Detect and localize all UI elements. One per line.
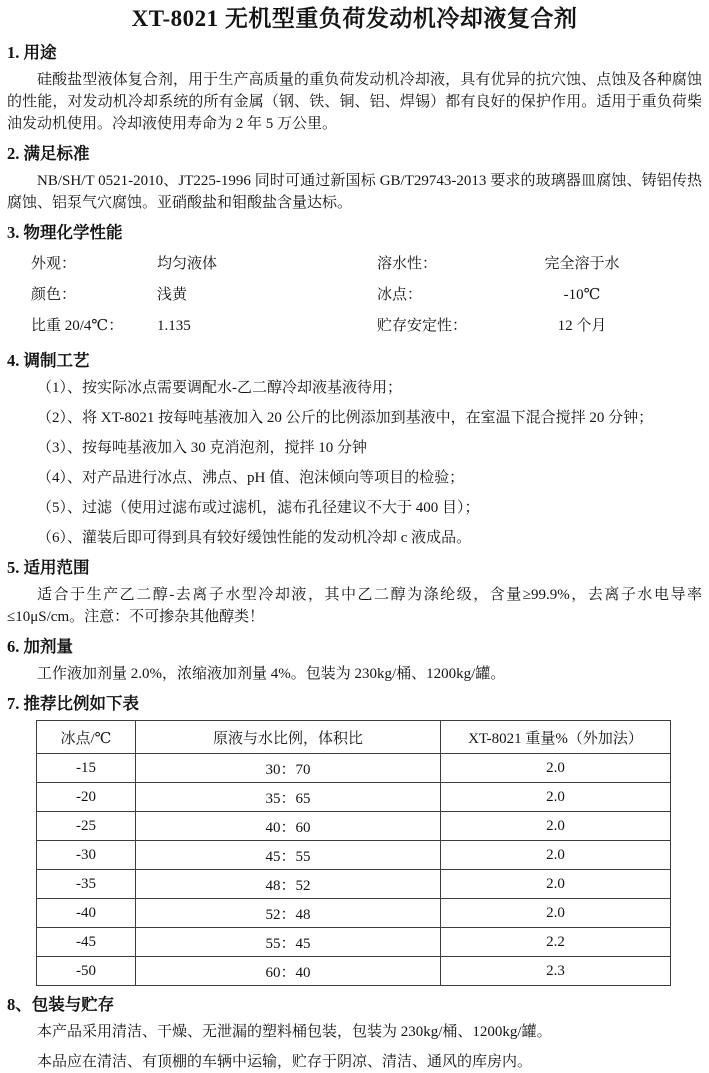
table-cell: -25 <box>37 812 136 841</box>
table-cell: 2.0 <box>441 812 671 841</box>
dosage-paragraph: 工作液加剂量 2.0%，浓缩液加剂量 4%。包装为 230kg/桶、1200kg/罐。 <box>37 666 506 682</box>
table-row <box>37 957 671 986</box>
section-packaging-heading: 8、包装与贮存 <box>7 995 115 1014</box>
table-header-cell: 原液与水比例，体积比 <box>136 721 441 754</box>
table-cell: 2.0 <box>441 754 671 783</box>
section-standards-heading: 2. 满足标准 <box>7 144 90 163</box>
table-row <box>37 783 671 812</box>
properties-list <box>7 249 702 342</box>
table-row <box>37 899 671 928</box>
table-cell: -35 <box>37 870 136 899</box>
table-cell: 2.0 <box>441 899 671 928</box>
section-scope-heading: 5. 适用范围 <box>7 558 90 577</box>
table-cell: -30 <box>37 841 136 870</box>
table-cell: 48：52 <box>136 870 441 899</box>
table-cell: -40 <box>37 899 136 928</box>
property-value: 1.135 <box>157 318 191 334</box>
property-label: 溶水性： <box>377 256 438 272</box>
packaging-line: 本品应在清洁、有顶棚的车辆中运输，贮存于阴凉、清洁、通风的库房内。 <box>37 1054 533 1070</box>
table-row <box>37 841 671 870</box>
standards-paragraph: NB/SH/T 0521-2010、JT225-1996 同时可通过新国标 GB/T29743-2013 要求的玻璃器皿腐蚀、铸铝传热腐蚀、铝泵气穴腐蚀。亚硝酸盐和钼酸盐含量达标。 <box>7 173 702 211</box>
table-cell: 30：70 <box>136 754 441 783</box>
table-cell: 40：60 <box>136 812 441 841</box>
table-row <box>37 812 671 841</box>
table-cell: 2.0 <box>441 870 671 899</box>
process-step: （6）、灌装后即可得到具有较好缓蚀性能的发动机冷却 c 液成品。 <box>37 530 472 546</box>
table-row <box>37 870 671 899</box>
property-row <box>7 249 702 280</box>
process-step: （1）、按实际冰点需要调配水-乙二醇冷却液基液待用； <box>37 380 402 396</box>
section-usage-heading: 1. 用途 <box>7 43 57 62</box>
property-label: 颜色： <box>31 287 77 303</box>
process-step: （4）、对产品进行冰点、沸点、pH 值、泡沫倾向等项目的检验； <box>37 470 465 486</box>
process-step: （3）、按每吨基液加入 30 克消泡剂，搅拌 10 分钟 <box>37 440 368 456</box>
property-label: 贮存安定性： <box>377 318 468 334</box>
table-cell: 2.0 <box>441 841 671 870</box>
process-step: （2）、将 XT-8021 按每吨基液加入 20 公斤的比例添加到基液中，在室温下混合搅拌 20 分钟； <box>37 410 654 426</box>
process-step: （5）、过滤（使用过滤布或过滤机，滤布孔径建议不大于 400 目）； <box>37 500 480 516</box>
table-cell: 45：55 <box>136 841 441 870</box>
property-label: 外观： <box>31 256 77 272</box>
packaging-line: 本产品采用清洁、干燥、无泄漏的塑料桶包装，包装为 230kg/桶、1200kg/罐。 <box>37 1024 552 1040</box>
property-value: 均匀液体 <box>157 256 218 272</box>
table-cell: 60：40 <box>136 957 441 986</box>
section-process-heading: 4. 调制工艺 <box>7 351 90 370</box>
usage-paragraph: 硅酸盐型液体复合剂，用于生产高质量的重负荷发动机冷却液，具有优异的抗穴蚀、点蚀及各种腐蚀的性能，对发动机冷却系统的所有金属（钢、铁、铜、铝、焊锡）都有良好的保护作用。适用于重负荷柴油发动机使用。冷却液使用寿命为 2 年 5 万公里。 <box>7 72 702 132</box>
table-cell: 55：45 <box>136 928 441 957</box>
table-cell: 2.2 <box>441 928 671 957</box>
table-cell: -15 <box>37 754 136 783</box>
property-label: 冰点： <box>377 287 423 303</box>
property-value: 浅黄 <box>157 287 188 303</box>
table-cell: -20 <box>37 783 136 812</box>
table-cell: -50 <box>37 957 136 986</box>
table-row <box>37 754 671 783</box>
property-value: -10℃ <box>563 287 601 303</box>
table-cell: 52：48 <box>136 899 441 928</box>
table-row <box>37 928 671 957</box>
table-cell: 2.3 <box>441 957 671 986</box>
table-header-row <box>37 721 671 754</box>
table-cell: 35：65 <box>136 783 441 812</box>
property-value: 完全溶于水 <box>544 256 620 272</box>
section-recommend-heading: 7. 推荐比例如下表 <box>7 694 139 713</box>
property-row <box>7 311 702 342</box>
recommend-ratio-table <box>36 720 671 986</box>
property-label: 比重 20/4℃： <box>31 318 124 334</box>
table-header-cell: 冰点/℃ <box>37 721 136 754</box>
property-value: 12 个月 <box>557 318 607 334</box>
scope-paragraph: 适合于生产乙二醇-去离子水型冷却液，其中乙二醇为涤纶级，含量≥99.9%，去离子水电导率≤10μS/cm。注意：不可掺杂其他醇类！ <box>7 587 702 625</box>
table-header-cell: XT-8021 重量%（外加法） <box>441 721 671 754</box>
table-cell: 2.0 <box>441 783 671 812</box>
property-row <box>7 280 702 311</box>
section-dosage-heading: 6. 加剂量 <box>7 637 73 656</box>
table-cell: -45 <box>37 928 136 957</box>
document-title: XT-8021 无机型重负荷发动机冷却液复合剂 <box>131 6 578 31</box>
section-properties-heading: 3. 物理化学性能 <box>7 223 123 242</box>
